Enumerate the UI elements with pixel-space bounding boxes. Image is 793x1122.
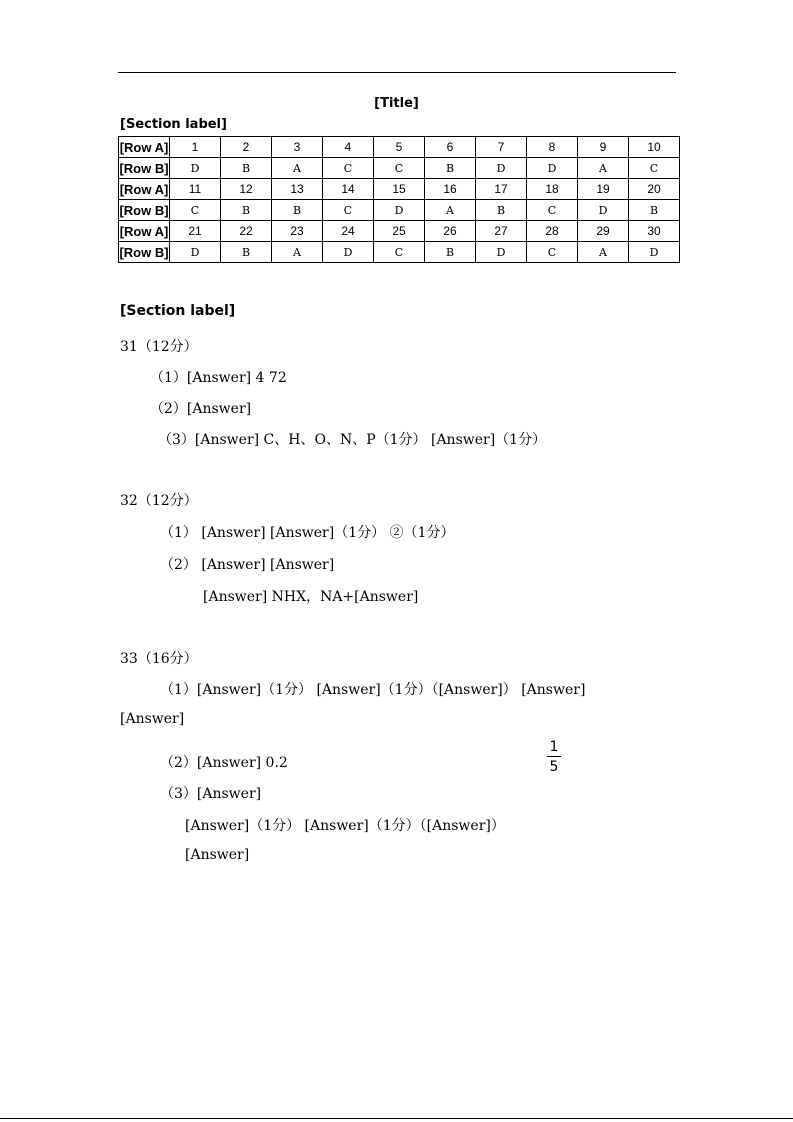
multiple-choice-label: [Section label]: [120, 117, 227, 132]
answer-cell: D: [527, 158, 578, 179]
top-rule: [118, 72, 676, 73]
row-label: [Row B]: [119, 242, 170, 263]
q33-line-1-continued: [Answer]: [120, 711, 185, 727]
q32-line-1: （1） [Answer] [Answer]（1分） ②（1分）: [160, 525, 455, 541]
answer-cell: A: [578, 242, 629, 263]
q33-line-5: [Answer]: [185, 847, 250, 863]
question-number-cell: 1: [170, 137, 221, 158]
q31-line-3: （3）[Answer] C、H、O、N、P（1分） [Answer]（1分）: [158, 432, 547, 448]
question-number-cell: 6: [425, 137, 476, 158]
answer-cell: B: [221, 200, 272, 221]
question-number-cell: 15: [374, 179, 425, 200]
answer-cell: A: [425, 200, 476, 221]
table-row: [119, 158, 680, 179]
row-label: [Row A]: [119, 179, 170, 200]
q32-line-2: （2） [Answer] [Answer]: [160, 557, 335, 573]
answer-table: [118, 136, 680, 263]
answer-cell: C: [374, 158, 425, 179]
answer-cell: C: [323, 200, 374, 221]
question-number-cell: 28: [527, 221, 578, 242]
question-number-cell: 5: [374, 137, 425, 158]
answer-cell: B: [272, 200, 323, 221]
question-number-cell: 30: [629, 221, 680, 242]
row-label: [Row A]: [119, 221, 170, 242]
answer-cell: C: [527, 242, 578, 263]
answer-cell: D: [578, 200, 629, 221]
fraction-numerator: 1: [549, 739, 559, 755]
table-row: [119, 200, 680, 221]
question-number-cell: 8: [527, 137, 578, 158]
answer-cell: D: [629, 242, 680, 263]
answer-cell: C: [374, 242, 425, 263]
question-number-cell: 29: [578, 221, 629, 242]
answer-cell: B: [629, 200, 680, 221]
answer-cell: C: [527, 200, 578, 221]
answer-cell: D: [374, 200, 425, 221]
question-number-cell: 12: [221, 179, 272, 200]
q33-header: 33（16分）: [120, 651, 198, 667]
question-number-cell: 11: [170, 179, 221, 200]
table-row: [119, 179, 680, 200]
question-number-cell: 27: [476, 221, 527, 242]
fraction-denominator: 5: [549, 759, 559, 775]
answer-cell: C: [323, 158, 374, 179]
question-number-cell: 14: [323, 179, 374, 200]
answer-cell: B: [221, 242, 272, 263]
answer-cell: D: [170, 158, 221, 179]
answer-cell: D: [323, 242, 374, 263]
answer-cell: A: [272, 242, 323, 263]
question-number-cell: 20: [629, 179, 680, 200]
q32-line-3: [Answer] NHX，NA+[Answer]: [203, 589, 419, 605]
fraction-bar: [547, 756, 561, 757]
question-number-cell: 3: [272, 137, 323, 158]
question-number-cell: 7: [476, 137, 527, 158]
answer-title: [Title]: [374, 96, 419, 111]
bottom-rule: [0, 1118, 793, 1119]
question-number-cell: 24: [323, 221, 374, 242]
answer-cell: B: [425, 158, 476, 179]
answer-cell: A: [272, 158, 323, 179]
row-label: [Row B]: [119, 200, 170, 221]
q33-line-2: （2）[Answer] 0.2: [160, 755, 288, 771]
question-number-cell: 13: [272, 179, 323, 200]
answer-cell: B: [425, 242, 476, 263]
q33-line-3: （3）[Answer]: [160, 786, 262, 802]
question-number-cell: 26: [425, 221, 476, 242]
answer-cell: B: [221, 158, 272, 179]
table-row: [119, 221, 680, 242]
question-number-cell: 16: [425, 179, 476, 200]
row-label: [Row A]: [119, 137, 170, 158]
table-row: [119, 242, 680, 263]
question-number-cell: 9: [578, 137, 629, 158]
row-label: [Row B]: [119, 158, 170, 179]
question-number-cell: 22: [221, 221, 272, 242]
q33-line-4: [Answer]（1分） [Answer]（1分）（[Answer]）: [185, 818, 505, 834]
question-number-cell: 21: [170, 221, 221, 242]
answer-cell: D: [476, 242, 527, 263]
question-number-cell: 25: [374, 221, 425, 242]
question-number-cell: 17: [476, 179, 527, 200]
q31-line-1: （1）[Answer] 4 72: [150, 370, 287, 386]
answer-cell: A: [578, 158, 629, 179]
question-number-cell: 23: [272, 221, 323, 242]
question-number-cell: 2: [221, 137, 272, 158]
question-number-cell: 18: [527, 179, 578, 200]
question-number-cell: 19: [578, 179, 629, 200]
answer-cell: D: [170, 242, 221, 263]
q33-line-1: （1）[Answer]（1分） [Answer]（1分）（[Answer]） [Answer]: [160, 682, 586, 698]
table-row: [119, 137, 680, 158]
non-multiple-choice-label: [Section label]: [120, 303, 236, 319]
q32-header: 32（12分）: [120, 493, 198, 509]
question-number-cell: 4: [323, 137, 374, 158]
answer-cell: B: [476, 200, 527, 221]
q31-header: 31（12分）: [120, 339, 198, 355]
question-number-cell: 10: [629, 137, 680, 158]
answer-cell: C: [170, 200, 221, 221]
answer-cell: D: [476, 158, 527, 179]
fraction-one-fifth: [547, 739, 561, 775]
q31-line-2: （2）[Answer]: [150, 401, 252, 417]
answer-cell: C: [629, 158, 680, 179]
